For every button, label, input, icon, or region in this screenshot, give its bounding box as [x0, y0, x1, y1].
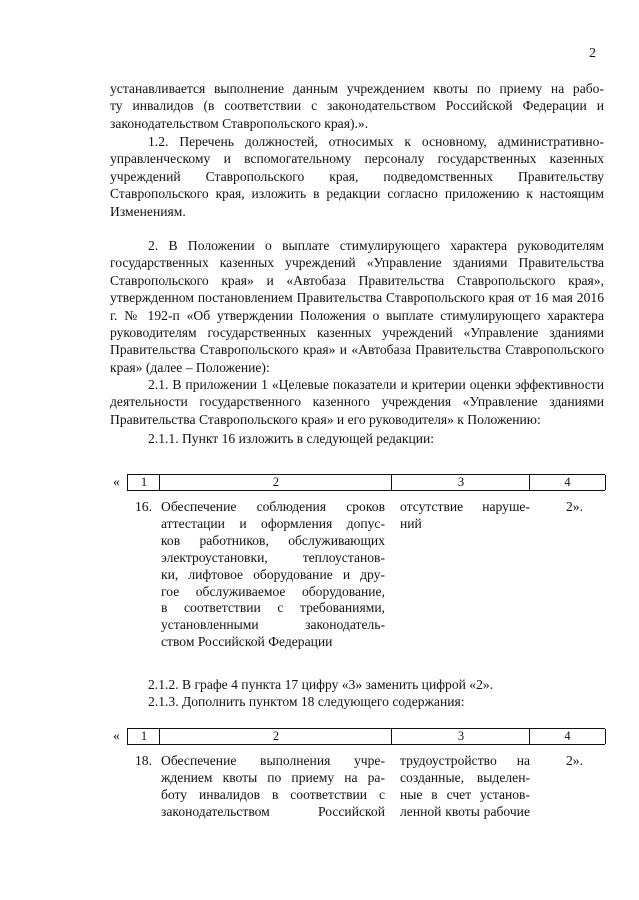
intro-paragraph: [110, 80, 604, 132]
table1-score: 2».: [566, 499, 583, 514]
paragraph-2-1-2: 2.1.2. В графе 4 пункта 17 цифру «3» заменить цифрой «2».: [148, 677, 494, 692]
table1-header-col1: 1: [127, 475, 160, 490]
open-quote: «: [113, 474, 120, 489]
paragraph-2-1-1: 2.1.1. Пункт 16 изложить в следующей редакции:: [148, 431, 435, 446]
intro-line: ту инвалидов (в соответствии с законодательством Российской Федерации и: [110, 98, 604, 114]
table2-col2-line: Обеспечение выполнения учре-: [161, 753, 385, 768]
table1-col3-line: отсутствие наруше-: [400, 499, 530, 514]
paragraph-2-1: 2.1. В приложении 1 «Целевые показатели и критерии оценки эффективности деятельности государственного казенного учреждения «Управление зданиями Правительства Ставропольского края» и его руководителя» к Положению:: [110, 377, 604, 427]
intro-line: устанавливается выполнение данным учреждением квоты по приему на рабо-: [110, 81, 604, 96]
table1-col2-line: ков работников, обслуживающих: [161, 532, 385, 548]
table2-criteria-text: [400, 753, 530, 821]
table2-header-col3: 3: [391, 729, 530, 744]
table2-indicator-text: [161, 753, 385, 821]
table1-header-col3: 3: [391, 475, 530, 490]
table2-row-number: 18.: [135, 753, 152, 768]
page-number: 2: [589, 46, 596, 61]
table1-header-col4: 4: [529, 475, 606, 490]
table1-header-col2: 2: [159, 475, 392, 490]
table1-col2-line: ством Российской Федерации: [161, 634, 333, 650]
table2-col3-line: созданные, выделен-: [400, 769, 530, 785]
table1-col2-line: электроустановки, теплоустанов-: [161, 549, 385, 565]
table1-col2-line: аттестации и оформления допус-: [161, 515, 385, 531]
table2-col2-line: боту инвалидов в соответствии с: [161, 786, 385, 802]
paragraph-2-1-3: 2.1.3. Дополнить пунктом 18 следующего содержания:: [148, 694, 465, 709]
table1-col2-line: Обеспечение соблюдения сроков: [161, 499, 385, 514]
table2-col2-line: законодательством Российской: [161, 803, 385, 819]
paragraph-2: 2. В Положении о выплате стимулирующего характера руководителям государственных казенных учреждений «Управление зданиями Правительства Ставропольского края» и «Автобаза Правительства Ставропольского края», утвержденном постановлением Правительства Ставропольского края от 16 мая 2016 г. № 192-п «Об утверждении Положения о выплате стимулирующего характера руководителям государственных казенных учреждений «Управление зданиями Правительства Ставропольского края» и «Автобаза Правительства Ставропольского края» (далее – Положение):: [110, 238, 604, 375]
table2-score: 2».: [566, 753, 583, 768]
paragraph-1-2: 1.2. Перечень должностей, относимых к основному, административно-управленческому и вспомогательному персоналу государственных казенных учреждений Ставропольского края, подведомственных Правительству Ставропольского края, изложить в редакции согласно приложению к настоящим Изменениям.: [110, 134, 604, 219]
table1-criteria-text: [400, 499, 530, 533]
table2-col3-line: ные в счет установ-: [400, 786, 530, 802]
table2-col3-line: ленной квоты рабочие: [400, 803, 530, 819]
table2-header-col1: 1: [127, 729, 160, 744]
table2-col2-line: ждением квоты по приему на ра-: [161, 769, 385, 785]
table1-row-number: 16.: [135, 499, 152, 514]
table1-col3-line: ний: [400, 515, 422, 531]
table2-col3-line: трудоустройство на: [400, 753, 530, 768]
table2-header-col4: 4: [529, 729, 606, 744]
table1-col2-line: установленными законодатель-: [161, 617, 385, 633]
open-quote-2: «: [113, 728, 120, 743]
table2-header: [127, 728, 605, 745]
table1-header: [127, 474, 605, 491]
table1-indicator-text: [161, 499, 385, 651]
intro-line: законодательством Ставропольского края).».: [110, 115, 369, 131]
table1-col2-line: в соответствии с требованиями,: [161, 600, 385, 616]
table2-header-col2: 2: [159, 729, 392, 744]
table1-col2-line: ки, лифтовое оборудование и дру-: [161, 566, 385, 582]
table1-col2-line: гое обслуживаемое оборудование,: [161, 583, 385, 599]
